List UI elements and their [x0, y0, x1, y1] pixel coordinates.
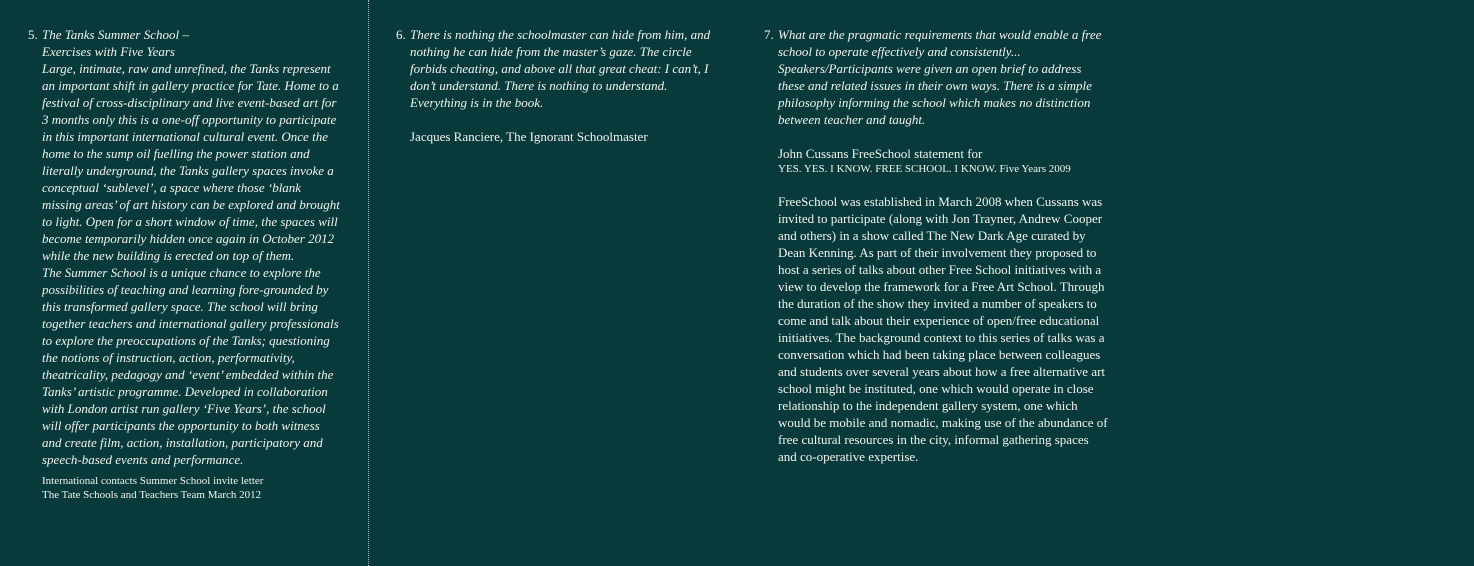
item-number: 7.	[764, 27, 774, 42]
column-7	[764, 26, 1124, 465]
item-6	[396, 26, 736, 145]
item-5	[28, 26, 358, 43]
quote-end: Everything is in the book.	[410, 95, 544, 110]
column-5	[28, 26, 358, 502]
summer-school-paragraph: The Summer School is a unique chance to explore the possibilities of teaching and learning fore-grounded by this transformed gallery space. The school will bring together teachers and international gallery professionals to explore the preoccupations of the Tanks; questioning the notions of instruction, action, performativity, theatricality, pedagogy and ‘event’ embedded within the Tanks’ artistic programme. Developed in collaboration with London artist run gallery ‘Five Years’, the school will offer participants the opportunity to both witness and create film, action, installation, participatory and speech-based events and performance.	[42, 265, 339, 467]
question-text: What are the pragmatic requirements that would enable a free school to operate effectively and consistently... Speakers/Participants were given an open brief to address these and related issues in their own ways. There is a simple philosophy informing the school which makes no distinction between teacher and taught.	[778, 27, 1102, 127]
item-number: 6.	[396, 27, 406, 42]
statement-line-1: John Cussans FreeSchool statement for	[778, 146, 983, 161]
item-body	[42, 26, 189, 43]
statement-line-2: YES. YES. I KNOW. FREE SCHOOL. I KNOW. Five Years 2009	[778, 163, 1071, 175]
item-title: The Tanks Summer School –	[42, 27, 189, 42]
item-number: 5.	[28, 27, 38, 42]
freeschool-paragraph: FreeSchool was established in March 2008 when Cussans was invited to participate (along with Jon Trayner, Andrew Cooper and others) in a show called The New Dark Age curated by Dean Kenning. As part of their involvement they proposed to host a series of talks about other Free School initiatives with a view to develop the framework for a Free Art School. Through the duration of the show they invited a number of speakers to come and talk about their experience of open/free educational initiatives. The background context to this series of talks was a conversation which had been taking place between colleagues and students over several years about how a free alternative art school might be instituted, one which would operate in close relationship to the independent gallery system, one which would be mobile and nomadic, making use of the abundance of free cultural resources in the city, informal gathering spaces and co-operative expertise.	[778, 194, 1108, 464]
source-line-2: The Tate Schools and Teachers Team March 2012	[42, 489, 262, 501]
quote-attribution: Jacques Ranciere, The Ignorant Schoolmaster	[410, 129, 648, 144]
tanks-paragraph: Large, intimate, raw and unrefined, the Tanks represent an important shift in gallery practice for Tate. Home to a festival of cross-disciplinary and live event-based art for 3 months only this is a one-off opportunity to participate in this important international cultural event. Once the home to the sump oil fuelling the power station and literally underground, the Tanks gallery spaces invoke a conceptual ‘sublevel’, a space where those ‘blank missing areas’ of art history can be explored and brought to light. Open for a short window of time, the spaces will become temporarily hidden once again in October 2012 while the new building is erected on top of them.	[42, 61, 340, 263]
item-7	[764, 26, 1124, 465]
item-5-content	[28, 43, 358, 502]
column-6	[396, 26, 736, 145]
source-line-1: International contacts Summer School invite letter	[42, 475, 264, 487]
quote-text: There is nothing the schoolmaster can hide from him, and nothing he can hide from the master’s gaze. The circle forbids cheating, and above all that great cheat: I can’t, I don’t understand. There is nothing to understand.	[410, 27, 711, 93]
item-subtitle: Exercises with Five Years	[42, 44, 175, 59]
item-body	[410, 26, 715, 145]
item-body	[778, 26, 1108, 465]
column-divider	[368, 0, 369, 566]
